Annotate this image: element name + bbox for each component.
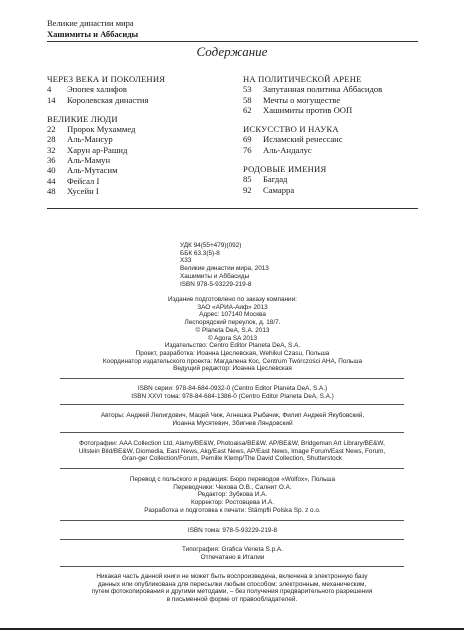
series-header: [47, 18, 138, 40]
publisher-block: [47, 296, 418, 373]
volume-name: Хашимиты и Аббасиды: [47, 29, 139, 39]
toc-page-number: 69: [243, 134, 252, 145]
toc-page-number: 4: [47, 84, 52, 95]
photos-line: Ullstein Bild/BE&W, Diomedia, East News, Akg/East News, AP/East News, Image Forum/East News, Forum,: [78, 447, 386, 455]
toc-section-heading: ВЕЛИКИЕ ЛЮДИ: [47, 113, 118, 124]
toc-entry: [243, 185, 428, 195]
toc-entry: [47, 134, 232, 144]
toc-entry: [47, 176, 232, 186]
toc-section-heading: ЧЕРЕЗ ВЕКА И ПОКОЛЕНИЯ: [47, 74, 166, 84]
credits-block: [47, 476, 418, 515]
divider: [60, 520, 404, 521]
toc-entry: [243, 105, 428, 115]
toc-section-heading: ИСКУССТВО И НАУКА: [243, 124, 339, 135]
publisher-line: Издание подготовлено по заказу компании:: [168, 296, 297, 303]
toc-entry-title: Хашимиты против ООП: [263, 104, 353, 115]
toc-entry-title: Королевская династия: [67, 94, 149, 105]
toc-entry: [47, 165, 232, 175]
printing-line: Отпечатано в Италии: [200, 553, 265, 561]
divider: [60, 378, 404, 379]
toc-entry: [243, 95, 428, 105]
toc-page-number: 44: [47, 175, 56, 186]
printing-block: [47, 546, 418, 561]
series-name: Великие династии мира: [47, 18, 134, 28]
credits-line: Корректор: Ростовцева И.А.: [190, 499, 275, 507]
printing-line: Типография: Grafica Veneta S.p.A.: [182, 546, 283, 553]
publisher-line: Координатор издательского проекта: Магдалена Кос, Centrum Twórczości AHA, Польша: [102, 357, 363, 365]
isbn-volume: ISBN тома: 978-5-93229-219-8: [187, 527, 278, 534]
photos-block: [40, 440, 424, 463]
photos-line: Фотографии: AAA Collection Ltd, Alamy/BE&W, Photoaisa/BE&W, AP/BE&W, Bridgeman Art Library/BE&W,: [79, 440, 385, 447]
header-rule: [47, 41, 418, 42]
toc-page-number: 62: [243, 104, 252, 115]
toc-page-number: 58: [243, 94, 252, 105]
toc-entry-title: Аль-Мансур: [67, 134, 113, 145]
toc-page-number: 28: [47, 134, 56, 145]
toc-entry: [47, 124, 232, 134]
divider: [60, 432, 404, 433]
toc-entry-title: Аль-Андалус: [263, 144, 312, 155]
publisher-line: © Agora SA 2013: [207, 334, 258, 342]
toc-entry-title: Аль-Мутасим: [67, 165, 118, 176]
authors-line: Иоанна Мусятевич, Збигнев Ляндовский: [172, 419, 293, 427]
toc-entry: [47, 95, 232, 105]
toc-page-number: 22: [47, 124, 56, 135]
isbn-series: ISBN серии: 978-84-684-0932-0 (Centro Editor Planeta DeA, S.A.): [137, 385, 328, 392]
toc-page-number: 48: [47, 185, 56, 196]
toc-section-heading: РОДОВЫЕ ИМЕНИЯ: [243, 164, 327, 175]
toc-entry-title: Запутанная политика Аббасидов: [263, 84, 383, 95]
authors-line: Авторы: Анджей Лелигдович, Мацей Чиж, Агнешка Рыбачик, Филип Анджей Якубовский,: [100, 412, 365, 419]
credits-line: Переводчики: Чехова О.В., Салнит О.А.: [173, 483, 292, 491]
rights-line: Никакая часть данной книги не может быть воспроизведена, включена в электронную базу: [96, 573, 368, 580]
toc-entry-title: Багдад: [263, 174, 288, 185]
toc-entry: [243, 134, 428, 144]
credits-line: Редактор: Зубкова И.А.: [197, 491, 268, 499]
toc-page-number: 36: [47, 155, 56, 166]
toc-entry: [47, 155, 232, 165]
toc-entry-title: Пророк Мухаммед: [67, 124, 136, 135]
toc-entry-title: Харун ар-Рашид: [67, 144, 128, 155]
toc-entry-title: Хусейн I: [67, 185, 99, 196]
toc-entry-title: Эпопея халифов: [67, 84, 127, 95]
toc-page-number: 32: [47, 144, 56, 155]
rights-block: [40, 573, 424, 604]
publisher-line: Издательство: Centro Editor Planeta DeA, S.A.: [164, 342, 301, 350]
toc-bottom-rule: [47, 208, 418, 209]
catalog-bbk: ББК 63.3(5)-8: [180, 249, 220, 257]
catalog-block: [180, 242, 269, 288]
toc-entry-title: Самарра: [263, 184, 295, 195]
catalog-isbn: ISBN 978-5-93229-219-8: [180, 280, 252, 288]
toc-page-number: 76: [243, 144, 252, 155]
isbn-block: [47, 385, 418, 400]
publisher-line: Лесnoрядский переулок, д. 18/7.: [184, 319, 281, 327]
toc-entry: [243, 84, 428, 94]
publisher-line: Ведущий редактор: Иоанна Цеслевская: [173, 365, 292, 373]
toc-entry: [47, 186, 232, 196]
publisher-line: Адрес: 107140 Москва: [199, 311, 266, 319]
publisher-line: © Planeta DeA, S.A. 2013: [195, 326, 270, 334]
contents-title: Содержание: [196, 44, 268, 59]
toc-entry: [47, 145, 232, 155]
rights-line: путем фотокопирования и другими методами, – без получения предварительного разрешения: [91, 588, 373, 596]
divider: [60, 404, 404, 405]
publisher-line: ЗАО «АРИА-Аиф» 2013: [197, 303, 268, 311]
rights-line: данных или опубликована для пересылки любым способом: электронным, механическим,: [97, 580, 367, 588]
divider: [60, 566, 404, 567]
catalog-udk: УДК 94(55+479)(092): [180, 242, 242, 249]
toc-left-column: [47, 74, 232, 196]
toc-section-heading: НА ПОЛИТИЧЕСКОЙ АРЕНЕ: [243, 74, 362, 84]
authors-block: [47, 412, 418, 427]
toc-page-number: 40: [47, 165, 56, 176]
toc-entry-title: Мечты о могуществе: [263, 94, 341, 105]
toc-right-column: [243, 74, 428, 195]
rights-line: в письменной форме от правообладателей.: [166, 596, 298, 604]
toc-page-number: 14: [47, 94, 56, 105]
photos-line: Gran-ger Collection/Forum, Pernille Klemp/The David Collection, Shutterstock: [121, 455, 343, 463]
credits-line: Перевод с польского и редакция: Бюро переводов «Wolfox», Польша: [129, 476, 336, 483]
toc-entry-title: Аль-Мамун: [67, 155, 111, 166]
credits-line: Разработка и подготовка к печати: Stämpfli Polska Sp. z o.o.: [144, 506, 321, 514]
catalog-code: Х33: [180, 257, 192, 265]
toc-entry: [243, 174, 428, 184]
catalog-series: Великие династии мира, 2013: [180, 265, 269, 273]
divider: [60, 539, 404, 540]
publisher-line: Проект, разработка: Иоанна Цеслевская, Wehikul Czasu, Польша: [135, 349, 330, 357]
toc-entry-title: Исламский ренессанс: [263, 134, 343, 145]
toc-entry: [47, 84, 232, 94]
catalog-title: Хашимиты и Аббасиды: [180, 272, 250, 280]
page-bottom-rule: [0, 628, 464, 630]
isbn-volume-xxvi: ISBN XXVI тома: 978-84-684-1386-0 (Centro Editor Planeta DeA, S.A.): [131, 392, 334, 400]
toc-entry-title: Фейсал I: [67, 175, 100, 186]
toc-entry: [243, 145, 428, 155]
divider: [60, 468, 404, 469]
toc-page-number: 85: [243, 174, 252, 185]
toc-page-number: 53: [243, 84, 252, 95]
toc-page-number: 92: [243, 184, 252, 195]
